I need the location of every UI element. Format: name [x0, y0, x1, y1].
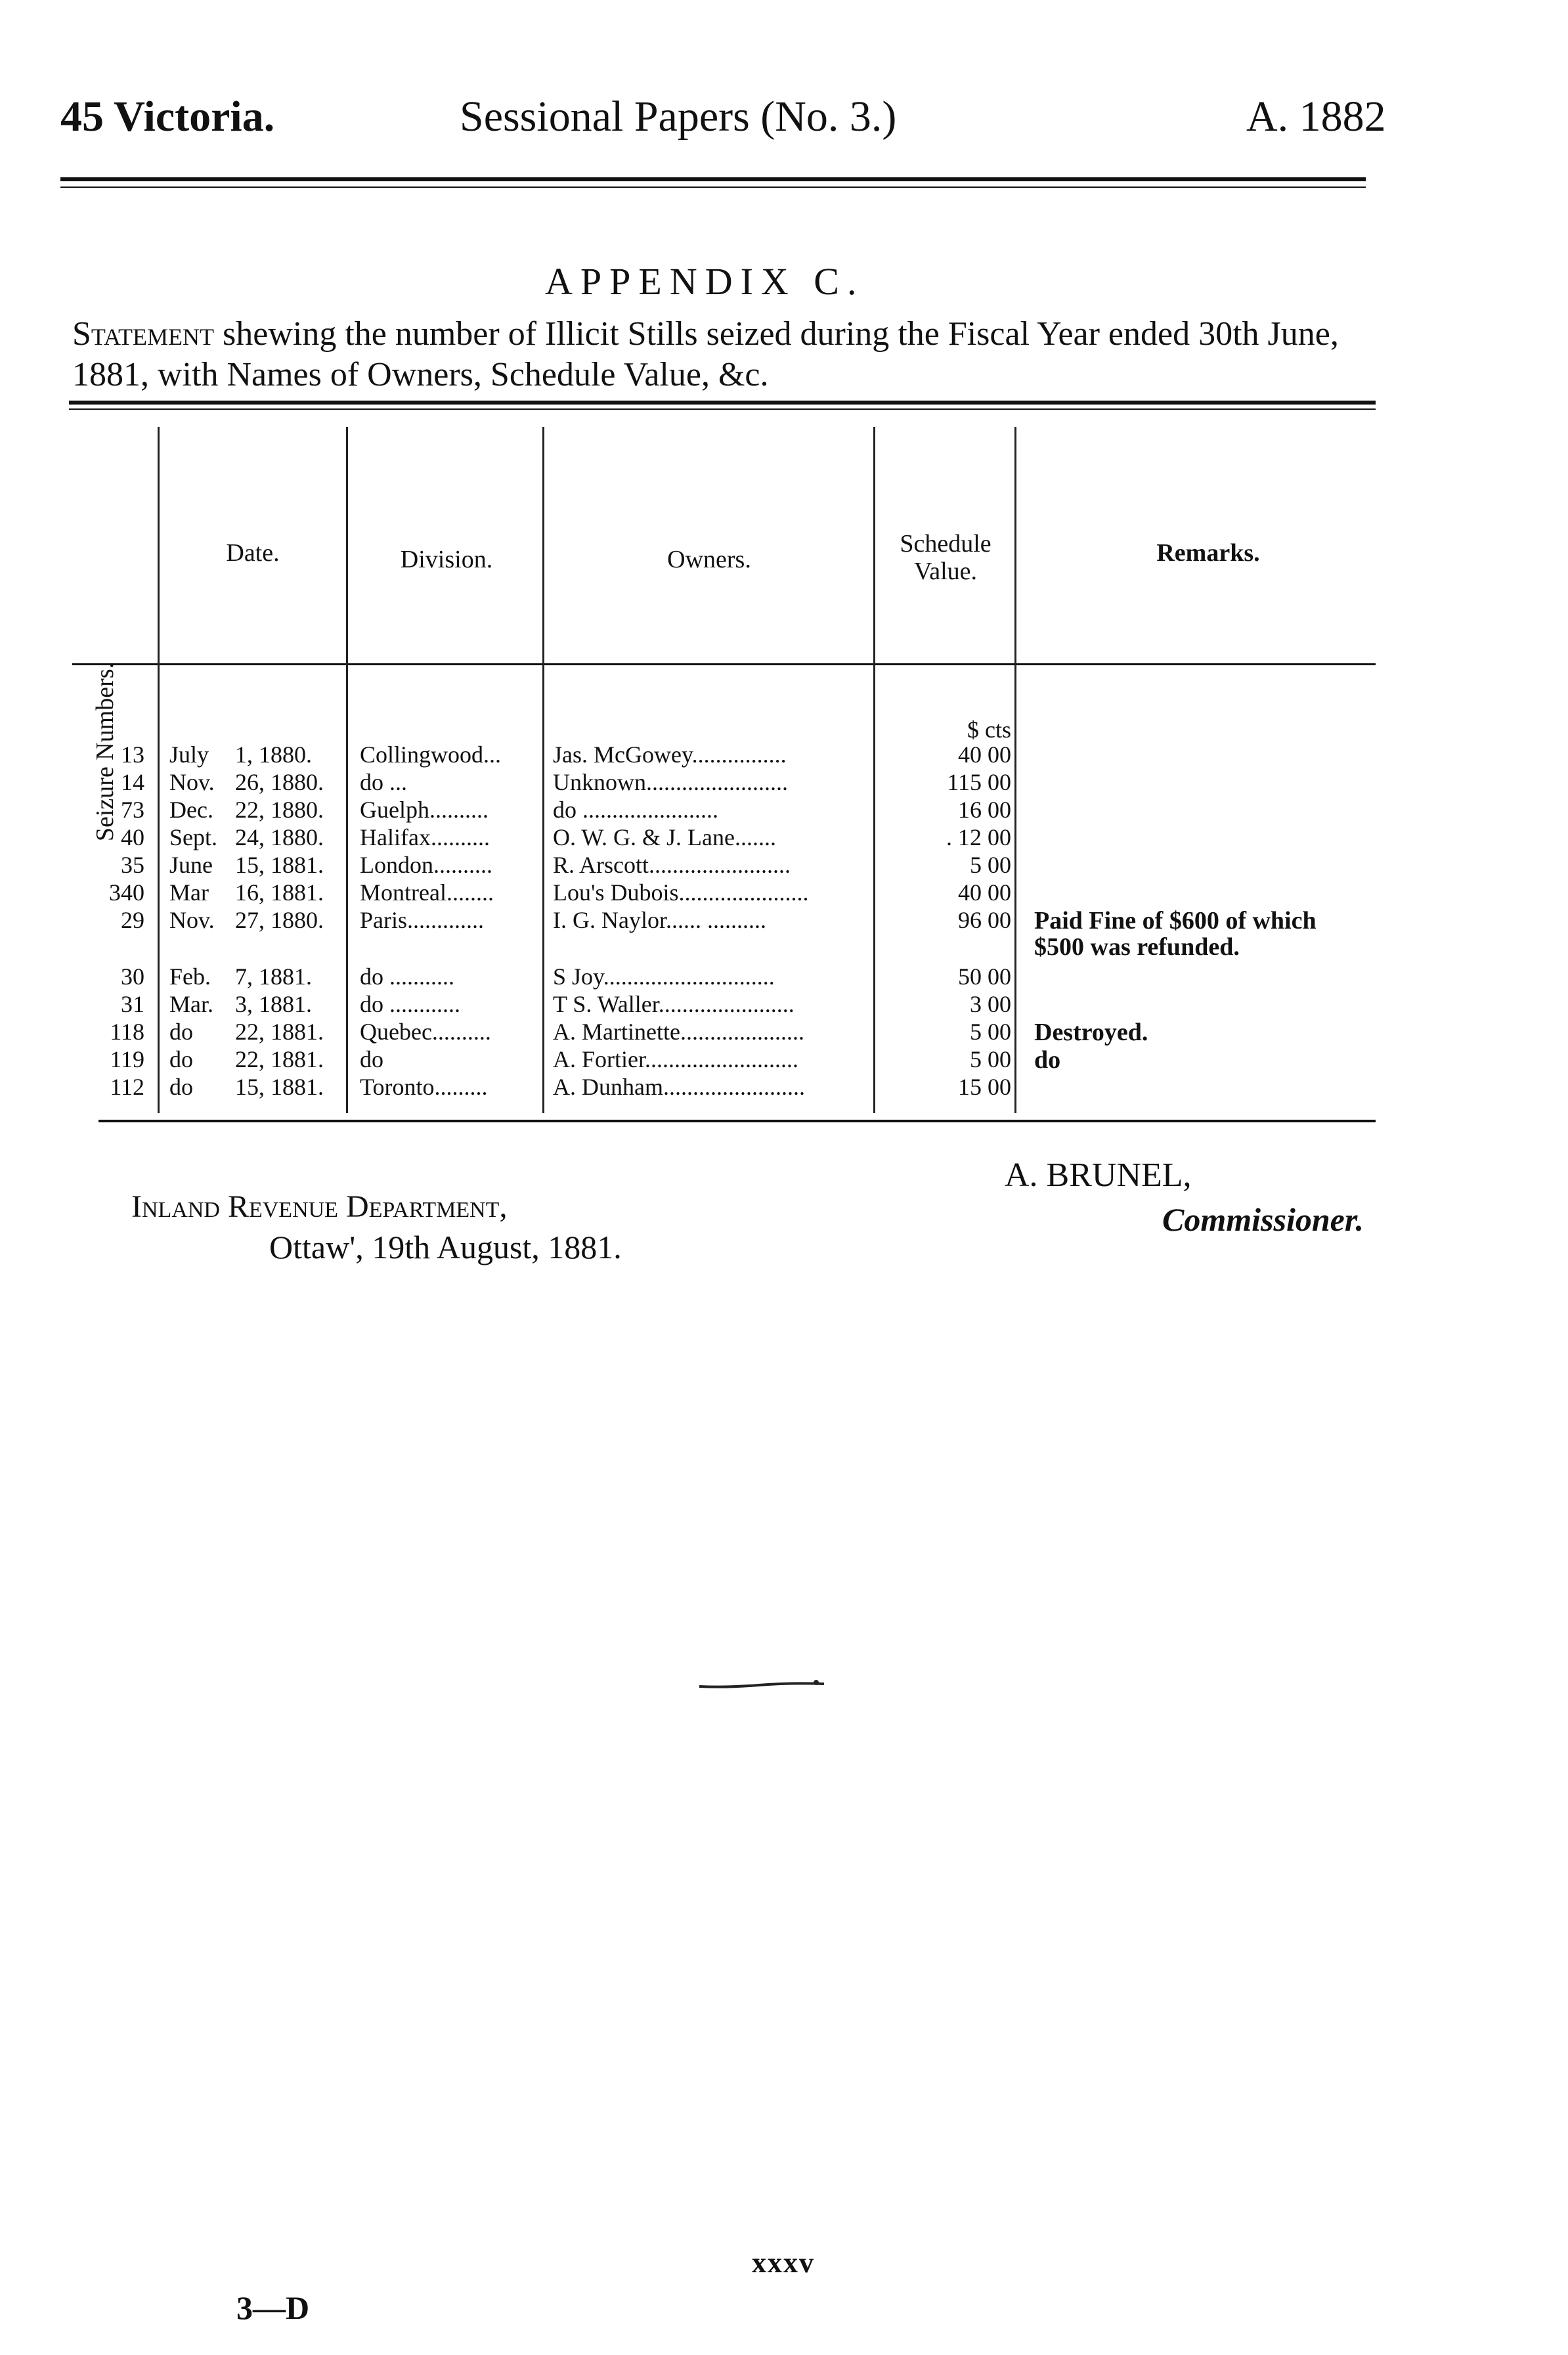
department-name: Inland Revenue Department, [131, 1189, 508, 1224]
owner-cell: Lou's Dubois...................... [553, 879, 809, 906]
division-cell: do ... [360, 769, 407, 795]
header-seizure-numbers: Seizure Numbers. [91, 662, 119, 842]
value-cell: 5 00 [970, 1019, 1011, 1045]
value-cell: 5 00 [970, 1046, 1011, 1072]
seizure-number: 31 [121, 991, 144, 1017]
date-month: Dec. [169, 797, 213, 823]
header-rule-thick [60, 177, 1366, 181]
place-date: Ottaw', 19th August, 1881. [269, 1229, 622, 1266]
col-divider-1 [158, 427, 160, 1113]
seizure-number: 73 [121, 797, 144, 823]
running-head-center: Sessional Papers (No. 3.) [460, 93, 897, 141]
date-month: Mar. [169, 991, 213, 1017]
date-month: July [169, 741, 209, 768]
header-owners: Owners. [667, 546, 751, 573]
date-month: do [169, 1019, 193, 1045]
value-cell: . 12 00 [946, 824, 1011, 850]
signatory-name: A. BRUNEL, [1005, 1156, 1192, 1194]
value-cell: 50 00 [958, 963, 1011, 990]
division-cell: Paris............. [360, 907, 484, 933]
ornament-flourish [699, 1680, 824, 1689]
date-day: 22, 1881. [235, 1019, 324, 1045]
value-cell: 40 00 [958, 741, 1011, 768]
statement-caption [72, 314, 1392, 395]
statement-text: shewing the number of Illicit Stills seized during the Fiscal Year ended 30th June, 1881, with Names of Owners, Schedule Value, &c. [72, 315, 1339, 393]
seizure-number: 40 [121, 824, 144, 850]
date-day: 3, 1881. [235, 991, 312, 1017]
owner-cell: O. W. G. & J. Lane....... [553, 824, 776, 850]
division-cell: Collingwood... [360, 741, 502, 768]
value-cell: 3 00 [970, 991, 1011, 1017]
date-month: Nov. [169, 769, 215, 795]
value-cell: 115 00 [947, 769, 1011, 795]
seizure-number: 13 [121, 741, 144, 768]
col-divider-5 [1014, 427, 1016, 1113]
seizure-number: 29 [121, 907, 144, 933]
value-cell: 16 00 [958, 797, 1011, 823]
seizure-number: 35 [121, 852, 144, 878]
header-date: Date. [226, 539, 280, 567]
date-month: Feb. [169, 963, 211, 990]
value-cell: 15 00 [958, 1074, 1011, 1100]
owner-cell: Jas. McGowey................ [553, 741, 787, 768]
remarks-cell: Paid Fine of $600 of which [1034, 907, 1317, 935]
division-cell: Montreal........ [360, 879, 494, 906]
seizure-number: 340 [109, 879, 144, 906]
date-day: 7, 1881. [235, 963, 312, 990]
col-divider-2 [346, 427, 348, 1113]
owner-cell: A. Dunham........................ [553, 1074, 805, 1100]
header-rule-thin [60, 187, 1366, 188]
owner-cell: Unknown........................ [553, 769, 788, 795]
header-value-line2: Value. [913, 558, 978, 585]
division-cell: do [360, 1046, 383, 1072]
division-cell: London.......... [360, 852, 492, 878]
remarks-cell: $500 was refunded. [1034, 933, 1240, 961]
header-remarks: Remarks. [1156, 539, 1260, 567]
remarks-cell: Destroyed. [1034, 1019, 1148, 1046]
owner-cell: A. Martinette..................... [553, 1019, 804, 1045]
running-head-right: A. 1882 [1246, 93, 1386, 141]
date-day: 15, 1881. [235, 1074, 324, 1100]
table-top-rule-thick [69, 401, 1376, 405]
owner-cell: S Joy............................. [553, 963, 775, 990]
value-cell: 5 00 [970, 852, 1011, 878]
header-value-line1: Schedule [900, 530, 991, 558]
table-top-rule-thin [69, 408, 1376, 410]
date-day: 16, 1881. [235, 879, 324, 906]
date-day: 22, 1881. [235, 1046, 324, 1072]
owner-cell: A. Fortier.......................... [553, 1046, 798, 1072]
date-month: June [169, 852, 213, 878]
date-day: 27, 1880. [235, 907, 324, 933]
seizure-number: 118 [110, 1019, 144, 1045]
remarks-cell: do [1034, 1046, 1061, 1074]
owner-cell: I. G. Naylor...... .......... [553, 907, 766, 933]
running-head-left: 45 Victoria. [60, 93, 275, 141]
page-number: xxxv [752, 2247, 815, 2279]
date-day: 1, 1880. [235, 741, 312, 768]
date-month: Nov. [169, 907, 215, 933]
date-day: 22, 1880. [235, 797, 324, 823]
division-cell: Guelph.......... [360, 797, 489, 823]
table-bottom-rule [98, 1120, 1376, 1122]
seizure-number: 30 [121, 963, 144, 990]
date-day: 15, 1881. [235, 852, 324, 878]
date-month: do [169, 1046, 193, 1072]
table-header-rule [72, 663, 1376, 665]
owner-cell: T S. Waller....................... [553, 991, 795, 1017]
signature-mark: 3—D [236, 2289, 310, 2326]
division-cell: do ............ [360, 991, 460, 1017]
division-cell: Toronto......... [360, 1074, 488, 1100]
col-divider-3 [542, 427, 544, 1113]
division-cell: Quebec.......... [360, 1019, 491, 1045]
value-cell: 96 00 [958, 907, 1011, 933]
owner-cell: R. Arscott........................ [553, 852, 791, 878]
seizure-number: 119 [110, 1046, 144, 1072]
signatory-title: Commissioner. [1162, 1201, 1364, 1238]
header-division: Division. [400, 546, 493, 573]
seizure-number: 14 [121, 769, 144, 795]
seizure-number: 112 [110, 1074, 144, 1100]
date-month: Mar [169, 879, 209, 906]
statement-lead: Statement [72, 315, 215, 353]
division-cell: do ........... [360, 963, 454, 990]
col-divider-4 [873, 427, 875, 1113]
value-cell: 40 00 [958, 879, 1011, 906]
date-day: 26, 1880. [235, 769, 324, 795]
division-cell: Halifax.......... [360, 824, 490, 850]
value-units: $ cts [967, 716, 1011, 743]
date-day: 24, 1880. [235, 824, 324, 850]
appendix-title: APPENDIX C. [545, 260, 865, 303]
date-month: do [169, 1074, 193, 1100]
date-month: Sept. [169, 824, 218, 850]
owner-cell: do ....................... [553, 797, 718, 823]
